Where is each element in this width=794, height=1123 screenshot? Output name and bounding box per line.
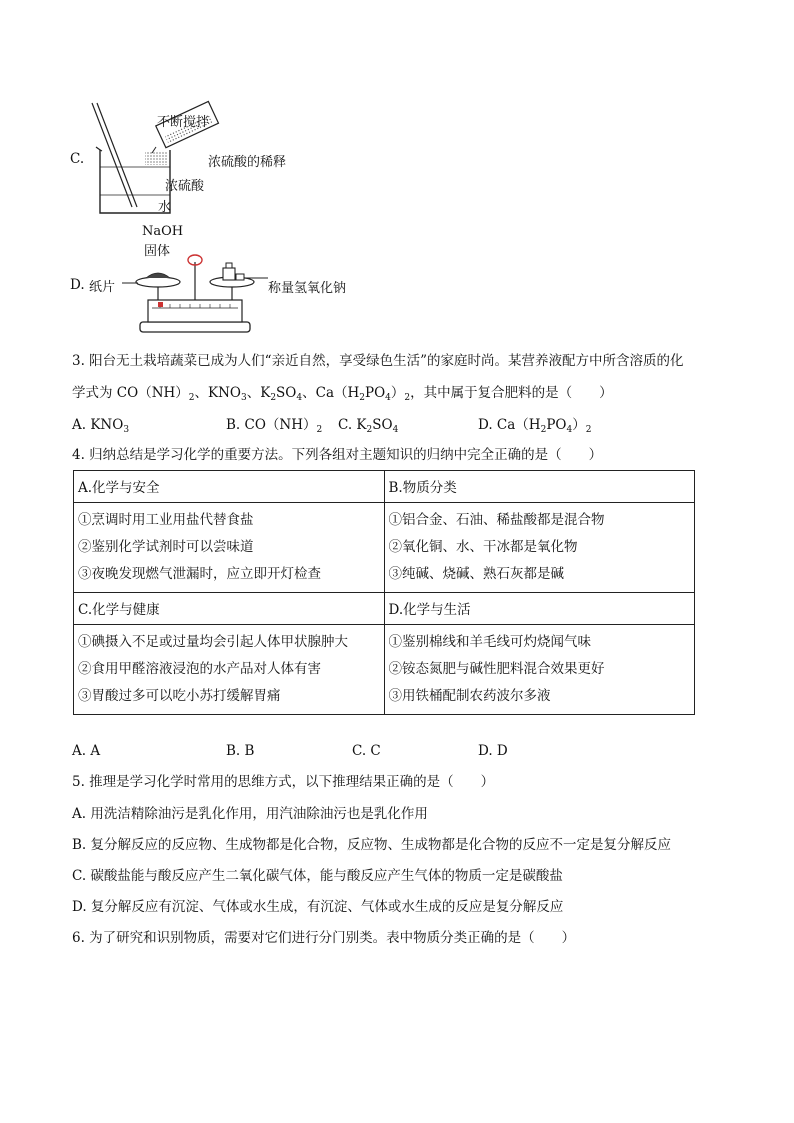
list-item: ①铝合金、石油、稀盐酸都是混合物 [388, 512, 605, 528]
solid-label: 固体 [144, 244, 171, 259]
list-item: ②铵态氮肥与碱性肥料混合效果更好 [388, 661, 605, 677]
cell-c-title: C.化学与健康 [74, 593, 385, 625]
q5-option-d[interactable]: D. 复分解反应有沉淀、气体或水生成，有沉淀、气体或水生成的反应是复分解反应 [72, 899, 564, 915]
q4-option-d[interactable]: D. D [478, 743, 508, 759]
glass-rod [92, 103, 132, 207]
q3-stem-line1: 3. 阳台无土栽培蔬菜已成为人们“亲近自然，享受绿色生活”的家庭时尚。某营养液配方中所含溶质的化 [72, 353, 684, 369]
q4-option-b[interactable]: B. B [226, 743, 255, 759]
cell-d-title: D.化学与生活 [384, 593, 695, 625]
list-item: ②鉴别化学试剂时可以尝味道 [78, 539, 254, 555]
q3-stem-line2: 学式为 $CO(NH)_2$、$KNO_3$、$K_2SO_4$、$Ca(H_2PO_4)_2$，其中属于复合肥料的是（ ） [72, 385, 613, 403]
naoh-label: NaOH [142, 224, 184, 239]
q4-option-a[interactable]: A. A [72, 743, 101, 759]
left-pan [136, 277, 180, 287]
acid-label: 浓硫酸 [165, 179, 205, 194]
q4-stem: 4. 归纳总结是学习化学的重要方法。下列各组对主题知识的归纳中完全正确的是（ ） [72, 447, 603, 463]
q6-stem: 6. 为了研究和识别物质，需要对它们进行分门别类。表中物质分类正确的是（ ） [72, 930, 576, 946]
option-d-letter: D. [70, 277, 85, 293]
option-c-letter: C. [70, 151, 85, 167]
paper-label: 纸片 [89, 280, 116, 295]
q5-option-b[interactable]: B. 复分解反应的反应物、生成物都是化合物，反应物、生成物都是化合物的反应不一定是复分解反应 [72, 837, 672, 853]
cell-b-title: B.物质分类 [384, 471, 695, 503]
list-item: ①碘摄入不足或过量均会引起人体甲状腺肿大 [78, 634, 348, 650]
q5-option-a[interactable]: A. 用洗洁精除油污是乳化作用，用汽油除油污也是乳化作用 [72, 806, 428, 822]
q5-option-c[interactable]: C. 碳酸盐能与酸反应产生二氧化碳气体，能与酸反应产生气体的物质一定是碳酸盐 [72, 868, 563, 884]
figure-d [70, 222, 370, 342]
figure-c [70, 95, 330, 225]
weighing-caption: 称量氢氧化钠 [268, 281, 347, 296]
q3-option-b[interactable]: B. $CO(NH)_2$ [226, 417, 323, 435]
list-item: ③胃酸过多可以吃小苏打缓解胃痛 [78, 688, 281, 704]
stir-label: 不断搅拌 [157, 115, 210, 130]
balance-diagram [120, 252, 270, 337]
cell-a-title: A.化学与安全 [74, 471, 385, 503]
q5-stem: 5. 推理是学习化学时常用的思维方式，以下推理结果正确的是（ ） [72, 774, 495, 790]
cell-c-items [74, 625, 385, 715]
list-item: ③纯碱、烧碱、熟石灰都是碱 [388, 566, 564, 582]
water-label: 水 [158, 200, 172, 215]
cell-a-items [74, 503, 385, 593]
cell-b-items [384, 503, 695, 593]
list-item: ③夜晚发现燃气泄漏时，应立即开灯检查 [78, 566, 321, 582]
q4-summary-table [73, 470, 695, 715]
list-item: ③用铁桶配制农药波尔多液 [388, 688, 551, 704]
q3-option-c[interactable]: C. $K_2SO_4$ [338, 417, 399, 435]
list-item: ②食用甲醛溶液浸泡的水产品对人体有害 [78, 661, 321, 677]
list-item: ②氧化铜、水、干冰都是氧化物 [388, 539, 578, 555]
dilution-caption: 浓硫酸的稀释 [208, 155, 287, 170]
cell-d-items [384, 625, 695, 715]
q4-option-c[interactable]: C. C [352, 743, 381, 759]
list-item: ①烹调时用工业用盐代替食盐 [78, 512, 254, 528]
list-item: ①鉴别棉线和羊毛线可灼烧闻气味 [388, 634, 591, 650]
q3-option-d[interactable]: D. $Ca(H_2PO_4)_2$ [478, 417, 592, 435]
q3-option-a[interactable]: A. $KNO_3$ [72, 417, 130, 435]
